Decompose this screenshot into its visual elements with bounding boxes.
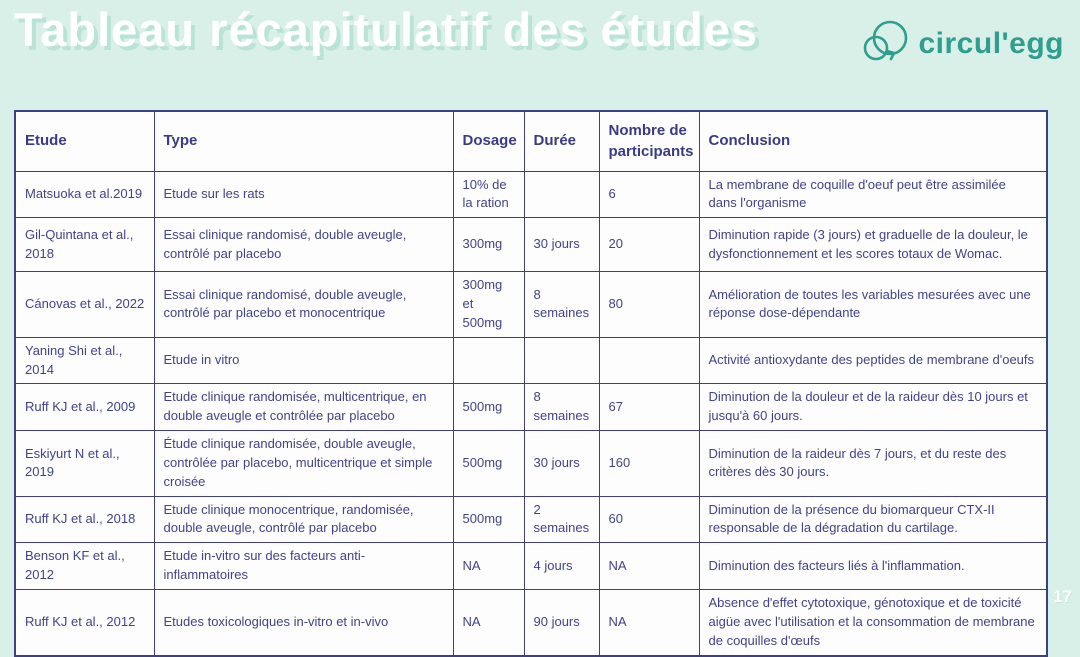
- cell-type: Etude in vitro: [154, 337, 453, 384]
- cell-dosage: 500mg: [453, 384, 524, 431]
- cell-duree: 8 semaines: [524, 272, 599, 338]
- page-title: Tableau récapitulatif des études: [14, 3, 759, 56]
- table-header-row: [15, 111, 1047, 171]
- cell-etude: Ruff KJ et al., 2009: [15, 384, 154, 431]
- cell-participants: 67: [599, 384, 699, 431]
- cell-participants: 20: [599, 218, 699, 272]
- cell-conclusion: Diminution de la douleur et de la raideur dès 10 jours et jusqu'à 60 jours.: [699, 384, 1047, 431]
- cell-dosage: 500mg: [453, 431, 524, 497]
- cell-type: Etude sur les rats: [154, 171, 453, 218]
- cell-participants: NA: [599, 543, 699, 590]
- cell-conclusion: Diminution rapide (3 jours) et graduelle de la douleur, le dysfonctionnement et les scores totaux de Womac.: [699, 218, 1047, 272]
- cell-etude: Ruff KJ et al., 2018: [15, 496, 154, 543]
- cell-dosage: 300mg et 500mg: [453, 272, 524, 338]
- cell-participants: 6: [599, 171, 699, 218]
- cell-dosage: 500mg: [453, 496, 524, 543]
- cell-participants: 160: [599, 431, 699, 497]
- cell-conclusion: Activité antioxydante des peptides de membrane d'oeufs: [699, 337, 1047, 384]
- cell-duree: 2 semaines: [524, 496, 599, 543]
- cell-duree: [524, 337, 599, 384]
- table-row: [15, 218, 1047, 272]
- table-row: [15, 171, 1047, 218]
- circulegg-logo: [860, 18, 1064, 69]
- cell-type: Etude in-vitro sur des facteurs anti-inflammatoires: [154, 543, 453, 590]
- studies-summary-table: [14, 110, 1046, 657]
- page-number: 17: [1053, 587, 1072, 606]
- table-row: [15, 543, 1047, 590]
- cell-duree: 4 jours: [524, 543, 599, 590]
- cell-dosage: [453, 337, 524, 384]
- column-header-type: Type: [154, 111, 453, 171]
- cell-type: Étude clinique randomisée, double aveugle, contrôlée par placebo, multicentrique et simple croisée: [154, 431, 453, 497]
- cell-duree: [524, 171, 599, 218]
- cell-dosage: NA: [453, 590, 524, 656]
- column-header-duree: Durée: [524, 111, 599, 171]
- cell-etude: Yaning Shi et al., 2014: [15, 337, 154, 384]
- cell-type: Etude clinique randomisée, multicentrique, en double aveugle et contrôlée par placebo: [154, 384, 453, 431]
- cell-conclusion: Diminution de la raideur dès 7 jours, et du reste des critères dès 30 jours.: [699, 431, 1047, 497]
- cell-conclusion: Absence d'effet cytotoxique, génotoxique et de toxicité aigüe avec l'utilisation et la consommation de membrane de coquilles d'œufs: [699, 590, 1047, 656]
- cell-duree: 30 jours: [524, 431, 599, 497]
- cell-conclusion: Diminution des facteurs liés à l'inflammation.: [699, 543, 1047, 590]
- column-header-etude: Etude: [15, 111, 154, 171]
- logo-wordmark: circul'egg: [918, 26, 1064, 60]
- cell-etude: Matsuoka et al.2019: [15, 171, 154, 218]
- cell-etude: Gil-Quintana et al., 2018: [15, 218, 154, 272]
- cell-type: Essai clinique randomisé, double aveugle, contrôlé par placebo: [154, 218, 453, 272]
- column-header-dosage: Dosage: [453, 111, 524, 171]
- table-row: [15, 431, 1047, 497]
- column-header-participants: Nombre de participants: [599, 111, 699, 171]
- cell-participants: 60: [599, 496, 699, 543]
- table-row: [15, 272, 1047, 338]
- cell-conclusion: Amélioration de toutes les variables mesurées avec une réponse dose-dépendante: [699, 272, 1047, 338]
- cell-dosage: 300mg: [453, 218, 524, 272]
- cell-etude: Eskiyurt N et al., 2019: [15, 431, 154, 497]
- cell-type: Essai clinique randomisé, double aveugle, contrôlé par placebo et monocentrique: [154, 272, 453, 338]
- table-row: [15, 337, 1047, 384]
- cell-participants: 80: [599, 272, 699, 338]
- cell-duree: 90 jours: [524, 590, 599, 656]
- cell-type: Etude clinique monocentrique, randomisée, double aveugle, contrôlé par placebo: [154, 496, 453, 543]
- cell-participants: NA: [599, 590, 699, 656]
- table-row: [15, 496, 1047, 543]
- egg-circular-arrows-icon: [860, 18, 912, 69]
- cell-dosage: NA: [453, 543, 524, 590]
- cell-type: Etudes toxicologiques in-vitro et in-vivo: [154, 590, 453, 656]
- cell-conclusion: Diminution de la présence du biomarqueur CTX-II responsable de la dégradation du cartilage.: [699, 496, 1047, 543]
- cell-participants: [599, 337, 699, 384]
- cell-duree: 30 jours: [524, 218, 599, 272]
- cell-etude: Cánovas et al., 2022: [15, 272, 154, 338]
- cell-conclusion: La membrane de coquille d'oeuf peut être assimilée dans l'organisme: [699, 171, 1047, 218]
- table-row: [15, 590, 1047, 656]
- cell-etude: Benson KF et al., 2012: [15, 543, 154, 590]
- table-row: [15, 384, 1047, 431]
- cell-etude: Ruff KJ et al., 2012: [15, 590, 154, 656]
- cell-duree: 8 semaines: [524, 384, 599, 431]
- column-header-conclusion: Conclusion: [699, 111, 1047, 171]
- cell-dosage: 10% de la ration: [453, 171, 524, 218]
